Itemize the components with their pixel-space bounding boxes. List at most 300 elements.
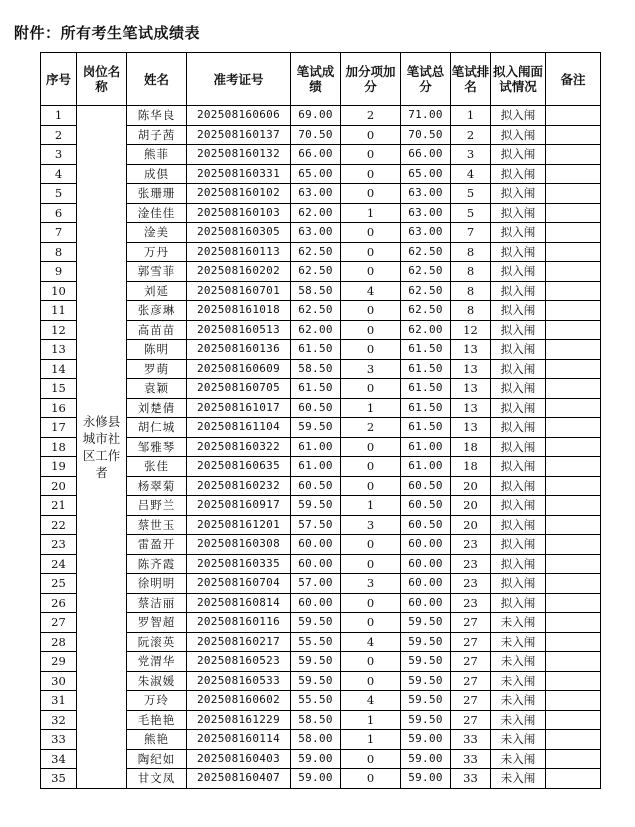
cell-remark xyxy=(546,632,601,652)
cell-exam-id: 202508160116 xyxy=(187,613,291,633)
header-remark: 备注 xyxy=(546,53,601,106)
cell-exam-id: 202508161104 xyxy=(187,418,291,438)
cell-seq: 5 xyxy=(41,184,77,204)
cell-interview: 拟入闱 xyxy=(491,106,546,126)
cell-exam-id: 202508160217 xyxy=(187,632,291,652)
cell-rank: 5 xyxy=(451,184,491,204)
cell-interview: 拟入闱 xyxy=(491,359,546,379)
cell-total: 62.50 xyxy=(401,262,451,282)
cell-written-score: 59.00 xyxy=(291,769,341,789)
cell-bonus: 1 xyxy=(341,398,401,418)
cell-written-score: 58.50 xyxy=(291,710,341,730)
cell-rank: 20 xyxy=(451,496,491,516)
cell-name: 邹雅琴 xyxy=(127,437,187,457)
cell-written-score: 57.00 xyxy=(291,574,341,594)
cell-seq: 14 xyxy=(41,359,77,379)
cell-seq: 18 xyxy=(41,437,77,457)
cell-remark xyxy=(546,457,601,477)
cell-bonus: 0 xyxy=(341,457,401,477)
cell-written-score: 59.50 xyxy=(291,671,341,691)
cell-exam-id: 202508160704 xyxy=(187,574,291,594)
cell-total: 66.00 xyxy=(401,145,451,165)
cell-written-score: 62.50 xyxy=(291,242,341,262)
cell-total: 62.50 xyxy=(401,242,451,262)
cell-interview: 未入闱 xyxy=(491,730,546,750)
cell-interview: 拟入闱 xyxy=(491,301,546,321)
cell-total: 61.50 xyxy=(401,418,451,438)
cell-interview: 拟入闱 xyxy=(491,125,546,145)
cell-total: 61.50 xyxy=(401,359,451,379)
cell-seq: 3 xyxy=(41,145,77,165)
cell-written-score: 63.00 xyxy=(291,184,341,204)
cell-bonus: 0 xyxy=(341,184,401,204)
cell-total: 59.00 xyxy=(401,769,451,789)
cell-remark xyxy=(546,593,601,613)
cell-name: 陈华良 xyxy=(127,106,187,126)
cell-name: 胡子茜 xyxy=(127,125,187,145)
cell-bonus: 0 xyxy=(341,145,401,165)
cell-seq: 8 xyxy=(41,242,77,262)
cell-rank: 27 xyxy=(451,613,491,633)
cell-interview: 拟入闱 xyxy=(491,437,546,457)
cell-interview: 拟入闱 xyxy=(491,593,546,613)
cell-written-score: 63.00 xyxy=(291,223,341,243)
cell-remark xyxy=(546,515,601,535)
cell-exam-id: 202508160308 xyxy=(187,535,291,555)
cell-written-score: 55.50 xyxy=(291,691,341,711)
cell-exam-id: 202508160103 xyxy=(187,203,291,223)
cell-remark xyxy=(546,379,601,399)
cell-rank: 27 xyxy=(451,632,491,652)
cell-seq: 10 xyxy=(41,281,77,301)
cell-name: 刘延 xyxy=(127,281,187,301)
cell-bonus: 0 xyxy=(341,301,401,321)
cell-bonus: 0 xyxy=(341,554,401,574)
cell-name: 陶纪如 xyxy=(127,749,187,769)
cell-seq: 25 xyxy=(41,574,77,594)
cell-seq: 23 xyxy=(41,535,77,555)
cell-interview: 未入闱 xyxy=(491,652,546,672)
cell-written-score: 60.50 xyxy=(291,398,341,418)
cell-remark xyxy=(546,769,601,789)
cell-bonus: 1 xyxy=(341,496,401,516)
cell-exam-id: 202508161229 xyxy=(187,710,291,730)
cell-interview: 拟入闱 xyxy=(491,398,546,418)
cell-remark xyxy=(546,223,601,243)
cell-remark xyxy=(546,749,601,769)
cell-remark xyxy=(546,262,601,282)
cell-interview: 拟入闱 xyxy=(491,379,546,399)
cell-name: 阮滚英 xyxy=(127,632,187,652)
cell-name: 雷盈开 xyxy=(127,535,187,555)
cell-name: 蔡洁丽 xyxy=(127,593,187,613)
cell-name: 张珊珊 xyxy=(127,184,187,204)
cell-name: 胡仁城 xyxy=(127,418,187,438)
cell-remark xyxy=(546,242,601,262)
cell-exam-id: 202508160102 xyxy=(187,184,291,204)
score-table xyxy=(40,52,601,789)
cell-total: 61.00 xyxy=(401,437,451,457)
cell-exam-id: 202508160609 xyxy=(187,359,291,379)
cell-name: 袁颖 xyxy=(127,379,187,399)
cell-exam-id: 202508160305 xyxy=(187,223,291,243)
cell-total: 59.00 xyxy=(401,749,451,769)
cell-bonus: 0 xyxy=(341,125,401,145)
cell-written-score: 70.50 xyxy=(291,125,341,145)
cell-bonus: 0 xyxy=(341,340,401,360)
cell-rank: 8 xyxy=(451,301,491,321)
cell-written-score: 59.50 xyxy=(291,613,341,633)
cell-bonus: 0 xyxy=(341,535,401,555)
cell-interview: 拟入闱 xyxy=(491,145,546,165)
cell-exam-id: 202508160136 xyxy=(187,340,291,360)
cell-remark xyxy=(546,574,601,594)
cell-total: 59.50 xyxy=(401,652,451,672)
cell-seq: 11 xyxy=(41,301,77,321)
cell-exam-id: 202508160814 xyxy=(187,593,291,613)
cell-name: 张佳 xyxy=(127,457,187,477)
cell-bonus: 0 xyxy=(341,379,401,399)
header-rank: 笔试排名 xyxy=(451,53,491,106)
cell-written-score: 58.00 xyxy=(291,730,341,750)
cell-rank: 7 xyxy=(451,223,491,243)
cell-name: 朱淑媛 xyxy=(127,671,187,691)
cell-rank: 18 xyxy=(451,437,491,457)
cell-exam-id: 202508160407 xyxy=(187,769,291,789)
cell-interview: 未入闱 xyxy=(491,613,546,633)
cell-bonus: 0 xyxy=(341,769,401,789)
cell-bonus: 0 xyxy=(341,671,401,691)
cell-exam-id: 202508160523 xyxy=(187,652,291,672)
cell-total: 61.50 xyxy=(401,398,451,418)
cell-name: 甘文凤 xyxy=(127,769,187,789)
cell-name: 刘楚倩 xyxy=(127,398,187,418)
cell-name: 陈齐霞 xyxy=(127,554,187,574)
cell-seq: 31 xyxy=(41,691,77,711)
cell-remark xyxy=(546,164,601,184)
cell-rank: 13 xyxy=(451,340,491,360)
cell-exam-id: 202508160701 xyxy=(187,281,291,301)
cell-name: 高苗苗 xyxy=(127,320,187,340)
cell-rank: 8 xyxy=(451,281,491,301)
header-exam-id: 准考证号 xyxy=(187,53,291,106)
cell-rank: 18 xyxy=(451,457,491,477)
cell-remark xyxy=(546,418,601,438)
cell-remark xyxy=(546,184,601,204)
cell-name: 成倶 xyxy=(127,164,187,184)
header-name: 姓名 xyxy=(127,53,187,106)
cell-total: 65.00 xyxy=(401,164,451,184)
cell-bonus: 0 xyxy=(341,437,401,457)
cell-interview: 拟入闱 xyxy=(491,281,546,301)
cell-rank: 23 xyxy=(451,574,491,594)
cell-seq: 19 xyxy=(41,457,77,477)
cell-written-score: 55.50 xyxy=(291,632,341,652)
cell-seq: 12 xyxy=(41,320,77,340)
cell-total: 61.50 xyxy=(401,340,451,360)
cell-remark xyxy=(546,535,601,555)
cell-rank: 8 xyxy=(451,262,491,282)
cell-remark xyxy=(546,145,601,165)
cell-interview: 拟入闱 xyxy=(491,574,546,594)
cell-written-score: 60.00 xyxy=(291,554,341,574)
cell-name: 吕野兰 xyxy=(127,496,187,516)
cell-interview: 未入闱 xyxy=(491,632,546,652)
cell-seq: 35 xyxy=(41,769,77,789)
cell-total: 60.00 xyxy=(401,593,451,613)
cell-bonus: 1 xyxy=(341,730,401,750)
cell-written-score: 62.00 xyxy=(291,320,341,340)
cell-total: 63.00 xyxy=(401,203,451,223)
cell-written-score: 59.50 xyxy=(291,652,341,672)
cell-written-score: 60.00 xyxy=(291,535,341,555)
header-seq: 序号 xyxy=(41,53,77,106)
cell-interview: 拟入闱 xyxy=(491,457,546,477)
cell-interview: 未入闱 xyxy=(491,749,546,769)
cell-remark xyxy=(546,106,601,126)
cell-interview: 拟入闱 xyxy=(491,203,546,223)
cell-bonus: 2 xyxy=(341,106,401,126)
cell-seq: 27 xyxy=(41,613,77,633)
cell-rank: 33 xyxy=(451,769,491,789)
cell-post-name: 永修县城市社区工作者 xyxy=(77,106,127,789)
cell-exam-id: 202508160132 xyxy=(187,145,291,165)
cell-exam-id: 202508161017 xyxy=(187,398,291,418)
cell-remark xyxy=(546,496,601,516)
cell-rank: 13 xyxy=(451,379,491,399)
cell-rank: 3 xyxy=(451,145,491,165)
cell-interview: 拟入闱 xyxy=(491,262,546,282)
cell-bonus: 0 xyxy=(341,223,401,243)
cell-total: 62.50 xyxy=(401,281,451,301)
cell-exam-id: 202508160202 xyxy=(187,262,291,282)
cell-name: 张彦琳 xyxy=(127,301,187,321)
cell-seq: 30 xyxy=(41,671,77,691)
cell-total: 71.00 xyxy=(401,106,451,126)
cell-name: 万丹 xyxy=(127,242,187,262)
cell-seq: 7 xyxy=(41,223,77,243)
cell-written-score: 61.50 xyxy=(291,379,341,399)
cell-seq: 26 xyxy=(41,593,77,613)
cell-written-score: 59.50 xyxy=(291,496,341,516)
cell-interview: 未入闱 xyxy=(491,769,546,789)
cell-total: 63.00 xyxy=(401,223,451,243)
cell-exam-id: 202508160917 xyxy=(187,496,291,516)
cell-seq: 6 xyxy=(41,203,77,223)
cell-written-score: 61.00 xyxy=(291,457,341,477)
cell-written-score: 62.50 xyxy=(291,262,341,282)
cell-exam-id: 202508160513 xyxy=(187,320,291,340)
cell-rank: 13 xyxy=(451,418,491,438)
cell-rank: 2 xyxy=(451,125,491,145)
cell-total: 59.50 xyxy=(401,710,451,730)
cell-written-score: 57.50 xyxy=(291,515,341,535)
cell-exam-id: 202508160331 xyxy=(187,164,291,184)
cell-interview: 拟入闱 xyxy=(491,418,546,438)
cell-total: 60.50 xyxy=(401,515,451,535)
cell-interview: 未入闱 xyxy=(491,671,546,691)
cell-total: 59.50 xyxy=(401,613,451,633)
cell-total: 62.00 xyxy=(401,320,451,340)
cell-total: 63.00 xyxy=(401,184,451,204)
cell-name: 徐明明 xyxy=(127,574,187,594)
cell-seq: 9 xyxy=(41,262,77,282)
cell-remark xyxy=(546,730,601,750)
cell-exam-id: 202508160602 xyxy=(187,691,291,711)
cell-bonus: 3 xyxy=(341,574,401,594)
cell-written-score: 61.00 xyxy=(291,437,341,457)
cell-bonus: 0 xyxy=(341,242,401,262)
cell-rank: 23 xyxy=(451,535,491,555)
cell-name: 万玲 xyxy=(127,691,187,711)
cell-rank: 27 xyxy=(451,671,491,691)
cell-seq: 1 xyxy=(41,106,77,126)
cell-written-score: 60.50 xyxy=(291,476,341,496)
cell-rank: 5 xyxy=(451,203,491,223)
cell-exam-id: 202508160705 xyxy=(187,379,291,399)
cell-bonus: 4 xyxy=(341,632,401,652)
cell-exam-id: 202508160606 xyxy=(187,106,291,126)
cell-exam-id: 202508160403 xyxy=(187,749,291,769)
cell-total: 60.00 xyxy=(401,554,451,574)
header-interview: 拟入闱面试情况 xyxy=(491,53,546,106)
cell-bonus: 2 xyxy=(341,418,401,438)
cell-seq: 2 xyxy=(41,125,77,145)
cell-rank: 4 xyxy=(451,164,491,184)
cell-remark xyxy=(546,437,601,457)
cell-rank: 20 xyxy=(451,515,491,535)
cell-name: 郭雪菲 xyxy=(127,262,187,282)
cell-rank: 12 xyxy=(451,320,491,340)
cell-bonus: 4 xyxy=(341,281,401,301)
cell-name: 淦美 xyxy=(127,223,187,243)
cell-remark xyxy=(546,613,601,633)
cell-seq: 4 xyxy=(41,164,77,184)
cell-total: 59.50 xyxy=(401,691,451,711)
cell-rank: 27 xyxy=(451,691,491,711)
header-bonus: 加分项加分 xyxy=(341,53,401,106)
cell-total: 60.50 xyxy=(401,476,451,496)
cell-total: 59.00 xyxy=(401,730,451,750)
cell-interview: 拟入闱 xyxy=(491,496,546,516)
cell-total: 62.50 xyxy=(401,301,451,321)
cell-total: 59.50 xyxy=(401,632,451,652)
cell-seq: 16 xyxy=(41,398,77,418)
cell-total: 59.50 xyxy=(401,671,451,691)
header-written-score: 笔试成绩 xyxy=(291,53,341,106)
cell-interview: 拟入闱 xyxy=(491,223,546,243)
cell-interview: 未入闱 xyxy=(491,710,546,730)
cell-exam-id: 202508160114 xyxy=(187,730,291,750)
cell-bonus: 3 xyxy=(341,515,401,535)
cell-name: 罗萌 xyxy=(127,359,187,379)
cell-total: 70.50 xyxy=(401,125,451,145)
cell-seq: 15 xyxy=(41,379,77,399)
cell-bonus: 0 xyxy=(341,476,401,496)
cell-seq: 32 xyxy=(41,710,77,730)
cell-written-score: 61.50 xyxy=(291,340,341,360)
cell-name: 陈明 xyxy=(127,340,187,360)
cell-remark xyxy=(546,320,601,340)
cell-name: 党渭华 xyxy=(127,652,187,672)
cell-exam-id: 202508160322 xyxy=(187,437,291,457)
cell-interview: 拟入闱 xyxy=(491,184,546,204)
cell-bonus: 3 xyxy=(341,359,401,379)
cell-exam-id: 202508160113 xyxy=(187,242,291,262)
cell-rank: 23 xyxy=(451,554,491,574)
cell-written-score: 60.00 xyxy=(291,593,341,613)
cell-remark xyxy=(546,125,601,145)
cell-remark xyxy=(546,554,601,574)
cell-rank: 13 xyxy=(451,398,491,418)
cell-written-score: 62.00 xyxy=(291,203,341,223)
cell-bonus: 1 xyxy=(341,203,401,223)
header-post: 岗位名称 xyxy=(77,53,127,106)
cell-remark xyxy=(546,710,601,730)
cell-seq: 29 xyxy=(41,652,77,672)
cell-written-score: 69.00 xyxy=(291,106,341,126)
cell-interview: 拟入闱 xyxy=(491,164,546,184)
cell-remark xyxy=(546,359,601,379)
cell-seq: 34 xyxy=(41,749,77,769)
cell-name: 熊艳 xyxy=(127,730,187,750)
cell-written-score: 65.00 xyxy=(291,164,341,184)
cell-bonus: 0 xyxy=(341,593,401,613)
cell-bonus: 1 xyxy=(341,710,401,730)
cell-name: 熊菲 xyxy=(127,145,187,165)
cell-total: 60.00 xyxy=(401,574,451,594)
cell-remark xyxy=(546,301,601,321)
cell-rank: 33 xyxy=(451,730,491,750)
cell-interview: 拟入闱 xyxy=(491,340,546,360)
cell-seq: 13 xyxy=(41,340,77,360)
cell-rank: 20 xyxy=(451,476,491,496)
cell-interview: 拟入闱 xyxy=(491,320,546,340)
cell-seq: 24 xyxy=(41,554,77,574)
cell-remark xyxy=(546,398,601,418)
cell-total: 61.50 xyxy=(401,379,451,399)
cell-total: 60.50 xyxy=(401,496,451,516)
cell-interview: 拟入闱 xyxy=(491,554,546,574)
cell-bonus: 4 xyxy=(341,691,401,711)
cell-seq: 22 xyxy=(41,515,77,535)
cell-remark xyxy=(546,691,601,711)
cell-rank: 33 xyxy=(451,749,491,769)
table-row xyxy=(41,106,601,126)
cell-total: 60.00 xyxy=(401,535,451,555)
cell-remark xyxy=(546,671,601,691)
cell-seq: 28 xyxy=(41,632,77,652)
cell-name: 毛艳艳 xyxy=(127,710,187,730)
cell-bonus: 0 xyxy=(341,262,401,282)
cell-bonus: 0 xyxy=(341,164,401,184)
cell-rank: 13 xyxy=(451,359,491,379)
cell-interview: 未入闱 xyxy=(491,691,546,711)
cell-name: 淦佳佳 xyxy=(127,203,187,223)
cell-exam-id: 202508160533 xyxy=(187,671,291,691)
cell-name: 蔡世玉 xyxy=(127,515,187,535)
cell-seq: 33 xyxy=(41,730,77,750)
cell-written-score: 59.00 xyxy=(291,749,341,769)
cell-bonus: 0 xyxy=(341,749,401,769)
cell-remark xyxy=(546,476,601,496)
cell-rank: 27 xyxy=(451,710,491,730)
cell-remark xyxy=(546,281,601,301)
cell-written-score: 62.50 xyxy=(291,301,341,321)
cell-rank: 8 xyxy=(451,242,491,262)
document-title: 附件：所有考生笔试成绩表 xyxy=(14,24,201,42)
cell-exam-id: 202508160137 xyxy=(187,125,291,145)
